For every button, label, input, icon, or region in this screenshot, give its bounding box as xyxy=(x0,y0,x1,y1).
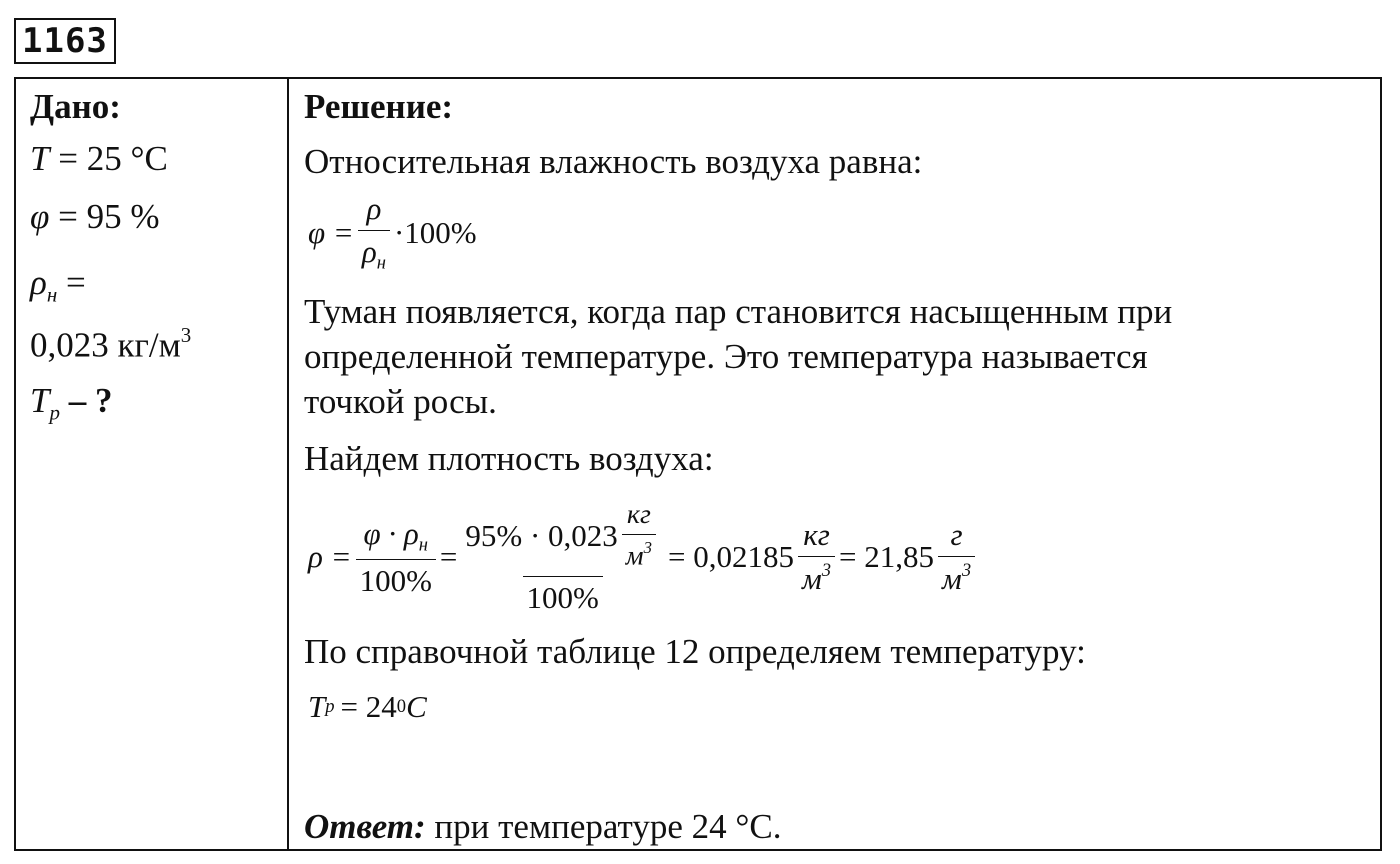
given-humidity xyxy=(30,197,160,237)
equals-1: = xyxy=(439,539,458,575)
fraction-numeric: 95% · 0,023 $\frac{кг}{м^3}$ 100% xyxy=(461,499,664,616)
saturated-density-value: 0,023 кг/м xyxy=(30,325,181,365)
answer-line xyxy=(304,807,781,847)
formula-air-density xyxy=(308,499,979,616)
equals-3-value: = 21,85 xyxy=(839,539,935,575)
find-question: ? xyxy=(94,381,113,420)
paragraph-table-lookup: По справочной таблице 12 определяем температуру: xyxy=(304,632,1086,671)
equals-2-value: = 0,02185 xyxy=(667,539,794,575)
formula-rhs: ·100% xyxy=(393,214,477,250)
find-dew-point xyxy=(30,381,112,425)
fraction-phi-rho-n: $\frac{\varphi \cdot \rho_н}{100\%}$ xyxy=(356,516,436,600)
paragraph-fog-line1: Туман появляется, когда пар становится насыщенным при xyxy=(304,292,1173,331)
column-divider xyxy=(287,79,289,849)
solution-table xyxy=(14,77,1382,851)
given-temperature xyxy=(30,139,168,179)
dew-point-symbol: T xyxy=(30,381,50,420)
given-saturated-density-value xyxy=(30,323,191,366)
dew-point-result-symbol: T xyxy=(308,689,326,724)
fraction-rho-over-rho-n xyxy=(358,191,390,275)
answer-text: при температуре 24 °С. xyxy=(425,807,782,846)
paragraph-humidity: Относительная влажность воздуха равна: xyxy=(304,142,923,181)
formula-relative-humidity xyxy=(308,191,477,275)
unit-kg-per-m3: $\frac{кг}{м^3}$ xyxy=(798,517,835,597)
paragraph-fog-line2: определенной температуре. Это температура называется xyxy=(304,337,1148,376)
unit-kg-per-m3-inner: $\frac{кг}{м^3}$ xyxy=(622,499,656,573)
humidity-value: = 95 % xyxy=(58,197,160,236)
density-lhs: ρ = xyxy=(308,539,352,575)
paragraph-fog-line3: точкой росы. xyxy=(304,382,497,421)
fraction-numerator: ρ xyxy=(366,191,382,226)
given-heading: Дано: xyxy=(30,87,121,126)
formula-dew-point: T p = 24 0 C xyxy=(308,689,427,724)
saturated-density-subscript: н xyxy=(46,282,58,307)
task-number: 1163 xyxy=(14,18,116,64)
unit-g-per-m3: $\frac{г}{м^3}$ xyxy=(938,517,975,597)
dew-point-result-unit: C xyxy=(406,689,427,724)
answer-label: Ответ: xyxy=(304,807,426,846)
formula-lhs: φ = xyxy=(308,214,354,250)
saturated-density-exponent: 3 xyxy=(180,323,192,347)
fraction-denominator: $\rho_н$ xyxy=(358,230,390,275)
humidity-symbol: φ xyxy=(30,197,50,236)
solution-heading: Решение: xyxy=(304,87,454,126)
dew-point-result-value: = 24 xyxy=(340,689,397,724)
find-dash: – xyxy=(68,381,87,420)
paragraph-find-density: Найдем плотность воздуха: xyxy=(304,439,714,478)
saturated-density-equals: = xyxy=(65,263,86,302)
dew-point-subscript: p xyxy=(49,400,60,425)
temperature-value: = 25 °C xyxy=(58,139,168,178)
saturated-density-symbol: ρ xyxy=(30,263,47,302)
given-saturated-density xyxy=(30,263,86,307)
temperature-symbol: T xyxy=(30,139,50,178)
